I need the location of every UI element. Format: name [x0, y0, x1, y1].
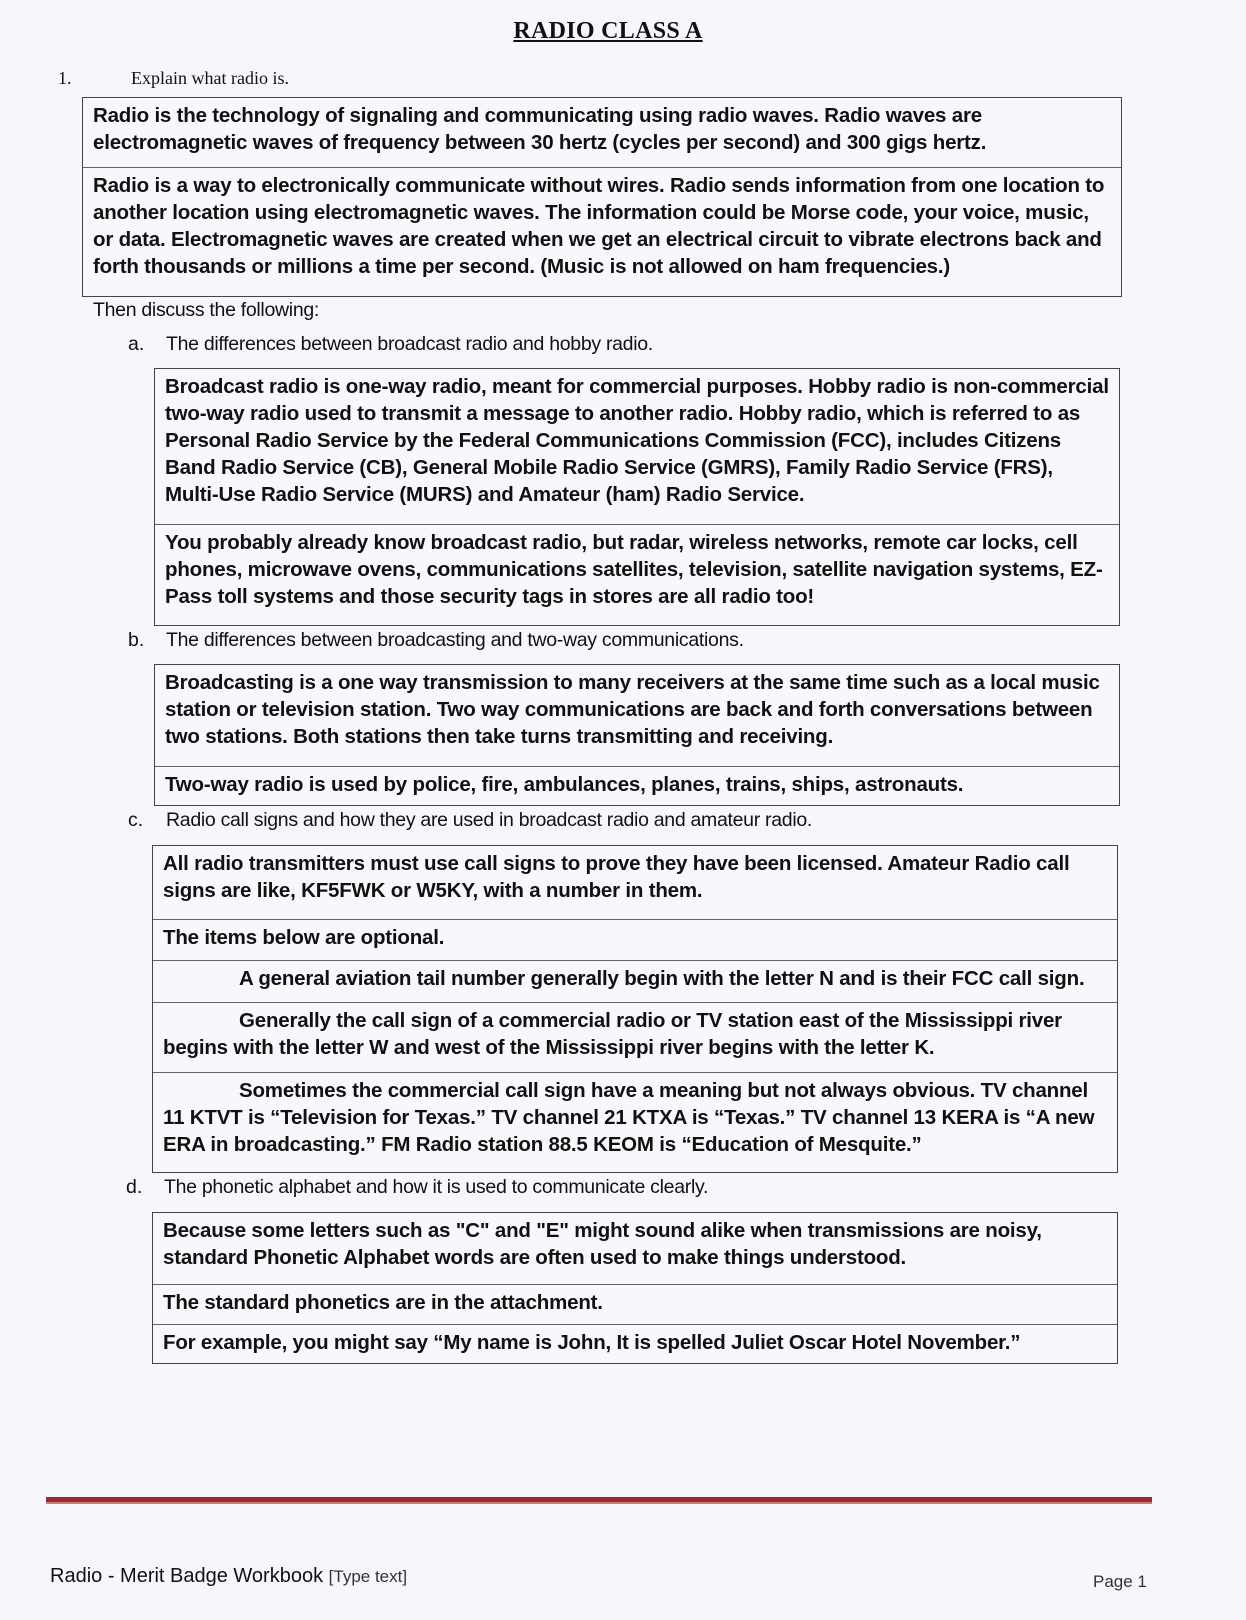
- answer-paragraph: Broadcasting is a one way transmission to many receivers at the same time such as a local music station or television station. Two way communications are back and forth conversations between two stations. Both stations then take turns transmitting and receiving.: [165, 671, 1100, 748]
- answer-paragraph: Radio is the technology of signaling and communicating using radio waves. Radio waves are electromagnetic waves of frequency between 30 hertz (cycles per second) and 300 gigs hertz.: [93, 104, 987, 154]
- page-number: Page 1: [1093, 1572, 1147, 1591]
- answer-box-d: [152, 1212, 1118, 1364]
- answer-paragraph: Sometimes the commercial call sign have a meaning but not always obvious. TV channel 11 KTVT is “Television for Texas.” TV channel 21 KTXA is “Texas.” TV channel 13 KERA is “A new ERA in broadcasting.” FM Radio station 88.5 KEOM is “Education of Mesquite.”: [153, 1072, 1117, 1161]
- answer-paragraph: The items below are optional.: [153, 919, 1117, 960]
- footer-workbook-label: Radio - Merit Badge Workbook: [50, 1565, 324, 1587]
- item-letter-a: a.: [128, 333, 145, 355]
- footer-placeholder: [Type text]: [328, 1567, 408, 1586]
- answer-box-a: [154, 368, 1120, 626]
- answer-paragraph: The standard phonetics are in the attachment.: [153, 1284, 1117, 1324]
- item-prompt-d: The phonetic alphabet and how it is used to communicate clearly.: [164, 1176, 709, 1198]
- item-letter-c: c.: [128, 809, 144, 831]
- answer-paragraph: Radio is a way to electronically communicate without wires. Radio sends information from one location to another location using electromagnetic waves. The information could be Morse code, your voice, music, or data. Electromagnetic waves are created when we get an electrical circuit to vibrate electrons back and forth thousands or millions a time per second. (Music is not allowed on ham frequencies.): [83, 167, 1121, 283]
- question-text: Explain what radio is.: [131, 68, 289, 88]
- answer-box-1: [82, 97, 1122, 297]
- page-title: RADIO CLASS A: [513, 18, 703, 44]
- answer-paragraph: All radio transmitters must use call signs to prove they have been licensed. Amateur Radio call signs are like, KF5FWK or W5KY, with a number in them.: [163, 852, 1070, 902]
- item-prompt-b: The differences between broadcasting and two-way communications.: [166, 629, 744, 651]
- discuss-label: Then discuss the following:: [93, 299, 320, 321]
- answer-box-b: [154, 664, 1120, 806]
- answer-paragraph: A general aviation tail number generally begin with the letter N and is their FCC call sign.: [153, 960, 1117, 1002]
- item-letter-d: d.: [126, 1176, 143, 1198]
- item-letter-b: b.: [128, 629, 145, 651]
- answer-paragraph: Because some letters such as "C" and "E" might sound alike when transmissions are noisy, standard Phonetic Alphabet words are often used to make things understood.: [163, 1219, 1042, 1269]
- answer-paragraph: For example, you might say “My name is John, It is spelled Juliet Oscar Hotel November.”: [153, 1324, 1117, 1359]
- item-prompt-a: The differences between broadcast radio and hobby radio.: [166, 333, 653, 355]
- answer-box-c: [152, 845, 1118, 1173]
- answer-paragraph: You probably already know broadcast radio, but radar, wireless networks, remote car locks, cell phones, microwave ovens, communications satellites, television, satellite navigation systems, EZ-Pass toll systems and those security tags in stores are all radio too!: [155, 524, 1119, 613]
- item-prompt-c: Radio call signs and how they are used in broadcast radio and amateur radio.: [166, 809, 813, 831]
- answer-paragraph: Generally the call sign of a commercial radio or TV station east of the Mississippi river begins with the letter W and west of the Mississippi river begins with the letter K.: [153, 1002, 1117, 1072]
- footer-divider: [46, 1497, 1152, 1504]
- answer-paragraph: Two-way radio is used by police, fire, ambulances, planes, trains, ships, astronauts.: [155, 766, 1119, 801]
- question-number: 1.: [58, 68, 72, 88]
- footer-title: [50, 1565, 407, 1588]
- answer-paragraph: Broadcast radio is one-way radio, meant for commercial purposes. Hobby radio is non-commercial two-way radio used to transmit a message to another radio. Hobby radio, which is referred to as Personal Radio Service by the Federal Communications Commission (FCC), includes Citizens Band Radio Service (CB), General Mobile Radio Service (GMRS), Family Radio Service (FRS), Multi-Use Radio Service (MURS) and Amateur (ham) Radio Service.: [165, 375, 1109, 506]
